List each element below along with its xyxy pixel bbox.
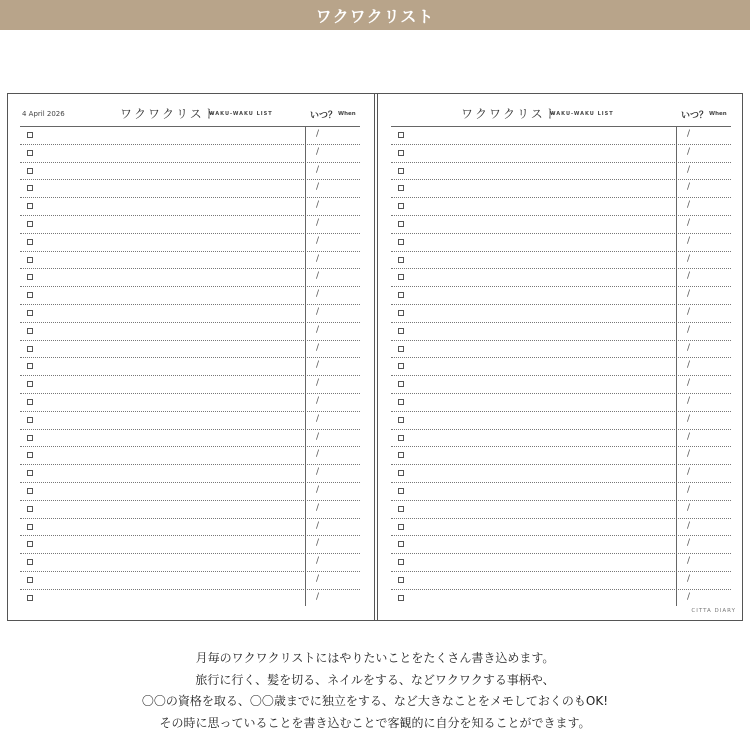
date-slash: / bbox=[316, 217, 320, 228]
date-slash: / bbox=[687, 395, 691, 406]
checkbox-icon[interactable] bbox=[398, 399, 404, 405]
list-row bbox=[391, 446, 731, 464]
checkbox-icon[interactable] bbox=[27, 470, 33, 476]
list-row bbox=[20, 179, 360, 197]
list-row bbox=[20, 375, 360, 393]
date-slash: / bbox=[687, 502, 691, 513]
checkbox-icon[interactable] bbox=[398, 168, 404, 174]
checkbox-icon[interactable] bbox=[27, 381, 33, 387]
right-rows bbox=[391, 126, 731, 607]
list-row bbox=[20, 251, 360, 269]
date-slash: / bbox=[687, 164, 691, 175]
date-slash: / bbox=[316, 324, 320, 335]
checkbox-icon[interactable] bbox=[398, 417, 404, 423]
date-slash: / bbox=[316, 556, 320, 567]
caption bbox=[0, 648, 750, 734]
date-slash: / bbox=[687, 146, 691, 157]
list-row bbox=[391, 500, 731, 518]
list-row bbox=[391, 535, 731, 553]
checkbox-icon[interactable] bbox=[27, 292, 33, 298]
date-slash: / bbox=[687, 360, 691, 371]
date-slash: / bbox=[687, 449, 691, 460]
date-slash: / bbox=[316, 573, 320, 584]
column-divider bbox=[305, 126, 306, 606]
list-row bbox=[391, 268, 731, 286]
checkbox-icon[interactable] bbox=[27, 168, 33, 174]
checkbox-icon[interactable] bbox=[398, 363, 404, 369]
date-slash: / bbox=[687, 413, 691, 424]
checkbox-icon[interactable] bbox=[398, 239, 404, 245]
checkbox-icon[interactable] bbox=[27, 239, 33, 245]
date-slash: / bbox=[316, 146, 320, 157]
list-row bbox=[20, 286, 360, 304]
checkbox-icon[interactable] bbox=[27, 150, 33, 156]
list-row bbox=[391, 571, 731, 589]
checkbox-icon[interactable] bbox=[27, 399, 33, 405]
checkbox-icon[interactable] bbox=[398, 595, 404, 601]
when-label-ja: いつ？ bbox=[681, 111, 709, 121]
list-row bbox=[20, 126, 360, 144]
list-row bbox=[391, 197, 731, 215]
list-row bbox=[391, 429, 731, 447]
column-divider bbox=[676, 126, 677, 606]
when-label-en: When bbox=[338, 111, 356, 117]
left-rows bbox=[20, 126, 360, 607]
date-slash: / bbox=[316, 413, 320, 424]
list-row bbox=[391, 589, 731, 607]
list-row bbox=[20, 215, 360, 233]
list-subtitle: WAKU-WAKU LIST bbox=[550, 111, 614, 117]
checkbox-icon[interactable] bbox=[27, 203, 33, 209]
list-title: ワクワクリスト bbox=[461, 107, 559, 121]
date-slash: / bbox=[316, 467, 320, 478]
checkbox-icon[interactable] bbox=[27, 185, 33, 191]
list-row bbox=[391, 322, 731, 340]
list-row bbox=[20, 340, 360, 358]
list-row bbox=[391, 518, 731, 536]
date-slash: / bbox=[316, 520, 320, 531]
list-row bbox=[391, 340, 731, 358]
list-row bbox=[20, 482, 360, 500]
caption-line: 月毎のワクワクリストにはやりたいことをたくさん書き込めます。 bbox=[195, 651, 555, 665]
date-slash: / bbox=[316, 395, 320, 406]
date-slash: / bbox=[687, 431, 691, 442]
checkbox-icon[interactable] bbox=[27, 274, 33, 280]
checkbox-icon[interactable] bbox=[27, 363, 33, 369]
date-slash: / bbox=[316, 129, 320, 139]
caption-line: 旅行に行く、髪を切る、ネイルをする、などワクワクする事柄や、 bbox=[195, 672, 555, 687]
checkbox-icon[interactable] bbox=[398, 381, 404, 387]
banner bbox=[0, 0, 750, 30]
checkbox-icon[interactable] bbox=[27, 257, 33, 263]
checkbox-icon[interactable] bbox=[398, 470, 404, 476]
checkbox-icon[interactable] bbox=[398, 541, 404, 547]
checkbox-icon[interactable] bbox=[27, 132, 33, 138]
checkbox-icon[interactable] bbox=[398, 292, 404, 298]
date-slash: / bbox=[687, 271, 691, 282]
date-slash: / bbox=[687, 538, 691, 549]
list-row bbox=[20, 518, 360, 536]
date-slash: / bbox=[316, 200, 320, 211]
date-slash: / bbox=[687, 129, 691, 139]
list-row bbox=[20, 322, 360, 340]
right-page-header bbox=[391, 104, 731, 126]
date-slash: / bbox=[687, 200, 691, 211]
checkbox-icon[interactable] bbox=[398, 488, 404, 494]
checkbox-icon[interactable] bbox=[27, 417, 33, 423]
list-row bbox=[391, 286, 731, 304]
checkbox-icon[interactable] bbox=[398, 185, 404, 191]
diary-spread bbox=[7, 93, 743, 621]
date-label: 4 April 2026 bbox=[22, 110, 65, 118]
date-slash: / bbox=[687, 591, 691, 602]
list-row bbox=[20, 162, 360, 180]
checkbox-icon[interactable] bbox=[27, 595, 33, 601]
list-row bbox=[391, 233, 731, 251]
caption-line: 〇〇の資格を取る、〇〇歳までに独立をする、など大きなことをメモしておくのもOK! bbox=[141, 694, 609, 708]
date-slash: / bbox=[687, 289, 691, 300]
date-slash: / bbox=[687, 306, 691, 317]
checkbox-icon[interactable] bbox=[27, 435, 33, 441]
date-slash: / bbox=[316, 591, 320, 602]
date-slash: / bbox=[687, 573, 691, 584]
date-slash: / bbox=[687, 217, 691, 228]
date-slash: / bbox=[316, 182, 320, 193]
checkbox-icon[interactable] bbox=[27, 524, 33, 530]
list-row bbox=[391, 411, 731, 429]
list-row bbox=[20, 393, 360, 411]
date-slash: / bbox=[316, 360, 320, 371]
checkbox-icon[interactable] bbox=[27, 452, 33, 458]
list-row bbox=[391, 375, 731, 393]
checkbox-icon[interactable] bbox=[398, 150, 404, 156]
checkbox-icon[interactable] bbox=[398, 435, 404, 441]
list-row bbox=[20, 304, 360, 322]
list-row bbox=[20, 411, 360, 429]
checkbox-icon[interactable] bbox=[398, 310, 404, 316]
checkbox-icon[interactable] bbox=[398, 203, 404, 209]
when-label-en: When bbox=[709, 111, 727, 117]
date-slash: / bbox=[687, 182, 691, 193]
date-slash: / bbox=[316, 378, 320, 389]
date-slash: / bbox=[316, 164, 320, 175]
checkbox-icon[interactable] bbox=[398, 506, 404, 512]
list-row bbox=[20, 268, 360, 286]
date-slash: / bbox=[687, 342, 691, 353]
date-slash: / bbox=[316, 431, 320, 442]
list-row bbox=[20, 464, 360, 482]
checkbox-icon[interactable] bbox=[398, 577, 404, 583]
list-row bbox=[391, 179, 731, 197]
date-slash: / bbox=[687, 253, 691, 264]
list-row bbox=[20, 446, 360, 464]
checkbox-icon[interactable] bbox=[27, 559, 33, 565]
banner-title: ワクワクリスト bbox=[315, 6, 435, 26]
list-row bbox=[20, 197, 360, 215]
list-row bbox=[20, 357, 360, 375]
checkbox-icon[interactable] bbox=[398, 524, 404, 530]
list-row bbox=[391, 464, 731, 482]
list-row bbox=[391, 553, 731, 571]
checkbox-icon[interactable] bbox=[27, 221, 33, 227]
list-row bbox=[391, 393, 731, 411]
list-row bbox=[391, 251, 731, 269]
list-row bbox=[391, 144, 731, 162]
checkbox-icon[interactable] bbox=[27, 310, 33, 316]
right-page bbox=[391, 94, 731, 620]
date-slash: / bbox=[687, 484, 691, 495]
list-row bbox=[20, 571, 360, 589]
list-row bbox=[391, 357, 731, 375]
checkbox-icon[interactable] bbox=[27, 577, 33, 583]
date-slash: / bbox=[687, 520, 691, 531]
checkbox-icon[interactable] bbox=[398, 452, 404, 458]
list-row bbox=[391, 482, 731, 500]
checkbox-icon[interactable] bbox=[398, 221, 404, 227]
list-subtitle: WAKU-WAKU LIST bbox=[209, 111, 273, 117]
brand-label: CITTA DIARY bbox=[691, 608, 736, 614]
left-page-header bbox=[20, 104, 360, 126]
date-slash: / bbox=[316, 306, 320, 317]
list-row bbox=[20, 500, 360, 518]
list-row bbox=[20, 429, 360, 447]
when-label-ja: いつ？ bbox=[310, 111, 338, 121]
date-slash: / bbox=[687, 556, 691, 567]
list-title: ワクワクリスト bbox=[120, 107, 218, 121]
checkbox-icon[interactable] bbox=[398, 257, 404, 263]
spine bbox=[374, 94, 378, 620]
date-slash: / bbox=[687, 324, 691, 335]
list-row bbox=[20, 144, 360, 162]
checkbox-icon[interactable] bbox=[398, 274, 404, 280]
caption-line: その時に思っていることを書き込むことで客観的に自分を知ることができます。 bbox=[159, 715, 591, 730]
checkbox-icon[interactable] bbox=[398, 559, 404, 565]
date-slash: / bbox=[316, 502, 320, 513]
list-row bbox=[391, 304, 731, 322]
checkbox-icon[interactable] bbox=[27, 506, 33, 512]
checkbox-icon[interactable] bbox=[398, 132, 404, 138]
list-row bbox=[391, 126, 731, 144]
date-slash: / bbox=[316, 538, 320, 549]
date-slash: / bbox=[687, 235, 691, 246]
checkbox-icon[interactable] bbox=[398, 328, 404, 334]
date-slash: / bbox=[316, 289, 320, 300]
list-row bbox=[391, 215, 731, 233]
date-slash: / bbox=[316, 449, 320, 460]
list-row bbox=[20, 589, 360, 607]
date-slash: / bbox=[687, 467, 691, 478]
list-row bbox=[20, 553, 360, 571]
date-slash: / bbox=[316, 484, 320, 495]
list-row bbox=[20, 233, 360, 251]
date-slash: / bbox=[687, 378, 691, 389]
left-page bbox=[20, 94, 360, 620]
list-row bbox=[391, 162, 731, 180]
date-slash: / bbox=[316, 271, 320, 282]
list-row bbox=[20, 535, 360, 553]
checkbox-icon[interactable] bbox=[27, 346, 33, 352]
date-slash: / bbox=[316, 253, 320, 264]
date-slash: / bbox=[316, 235, 320, 246]
date-slash: / bbox=[316, 342, 320, 353]
checkbox-icon[interactable] bbox=[27, 328, 33, 334]
checkbox-icon[interactable] bbox=[27, 488, 33, 494]
checkbox-icon[interactable] bbox=[27, 541, 33, 547]
checkbox-icon[interactable] bbox=[398, 346, 404, 352]
